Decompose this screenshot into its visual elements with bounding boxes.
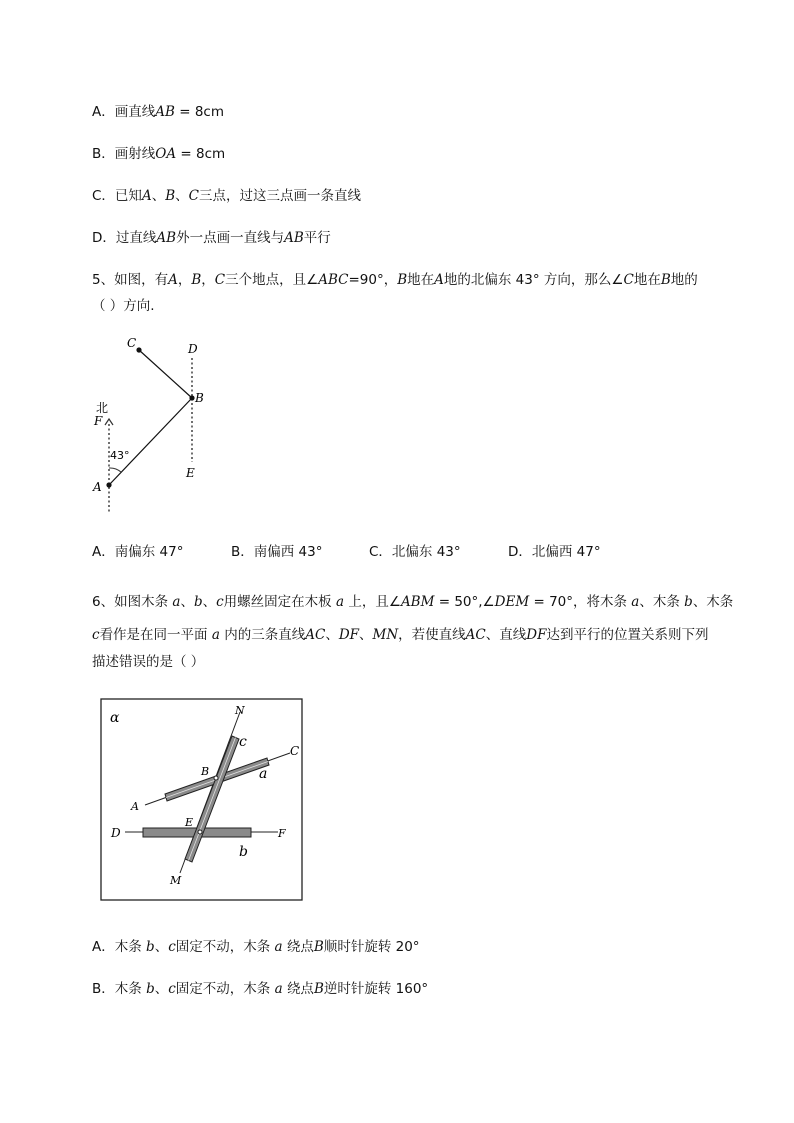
q6-label-b: B: [201, 765, 210, 778]
q6-label-d: D: [111, 826, 121, 840]
q5-point-c: [136, 347, 141, 352]
q6-label-alpha: α: [110, 710, 120, 726]
q5-figure: [85, 330, 215, 515]
q6-point-e: [198, 830, 202, 834]
q5-point-a: [106, 482, 111, 487]
q5-label-angle: 43°: [110, 449, 130, 462]
q6-option-b: B．木条 b、c固定不动，木条 a 绕点B逆时针旋转 160°: [92, 981, 429, 997]
q6-stem-line2: c看作是在同一平面 a 内的三条直线AC、DF、MN，若使直线AC、直线DF达到平行的位置关系则下列: [92, 627, 709, 643]
q6-label-n: N: [235, 704, 245, 717]
q6-point-b: [214, 776, 218, 780]
q5-choice-a: A．南偏东 47°: [92, 544, 184, 560]
q5-choice-d: D．北偏西 47°: [508, 544, 601, 560]
q6-stem-line1: 6、如图木条 a、b、c用螺丝固定在木板 a 上，且∠ABM = 50°,∠DEM = 70°，将木条 a、木条 b、木条: [92, 594, 734, 610]
q6-figure: [100, 698, 305, 903]
q4-option-c: C．已知A、B、C三点，过这三点画一条直线: [92, 188, 361, 204]
q5-label-north: 北: [96, 401, 109, 415]
q5-segment-cb: [139, 350, 192, 398]
q6-stem-line3: 描述错误的是（ ）: [92, 654, 205, 670]
q5-segment-ab: [109, 398, 192, 485]
q6-label-a: A: [131, 800, 139, 813]
q6-label-c: C: [290, 744, 300, 758]
q5-label-d: D: [188, 342, 198, 356]
q4-option-b: B．画射线OA = 8cm: [92, 146, 226, 162]
q5-angle-arc: [109, 468, 121, 472]
q6-label-m: M: [170, 874, 182, 887]
q6-label-a-strip: a: [259, 766, 268, 782]
q5-choice-b: B．南偏西 43°: [231, 544, 323, 560]
q5-stem-line1: 5、如图，有A，B，C三个地点，且∠ABC=90°，B地在A地的北偏东 43° 方向，那么∠C地在B地的: [92, 272, 698, 288]
q5-label-f: F: [94, 414, 103, 428]
q6-label-b-strip: b: [239, 844, 248, 860]
q5-label-e: E: [186, 466, 195, 480]
q6-label-f: F: [278, 827, 286, 840]
q6-label-c-strip: c: [239, 734, 247, 750]
q5-label-b: B: [195, 391, 204, 405]
q5-choice-c: C．北偏东 43°: [369, 544, 461, 560]
q5-stem-line2: （ ）方向.: [92, 298, 155, 314]
q6-label-e: E: [185, 816, 194, 829]
q6-option-a: A．木条 b、c固定不动，木条 a 绕点B顺时针旋转 20°: [92, 939, 420, 955]
q4-option-a: A．画直线AB = 8cm: [92, 104, 224, 120]
q5-point-b: [189, 395, 194, 400]
q5-label-a: A: [93, 480, 102, 494]
q4-option-d: D．过直线AB外一点画一直线与AB平行: [92, 230, 331, 246]
q5-label-c: C: [127, 336, 137, 350]
